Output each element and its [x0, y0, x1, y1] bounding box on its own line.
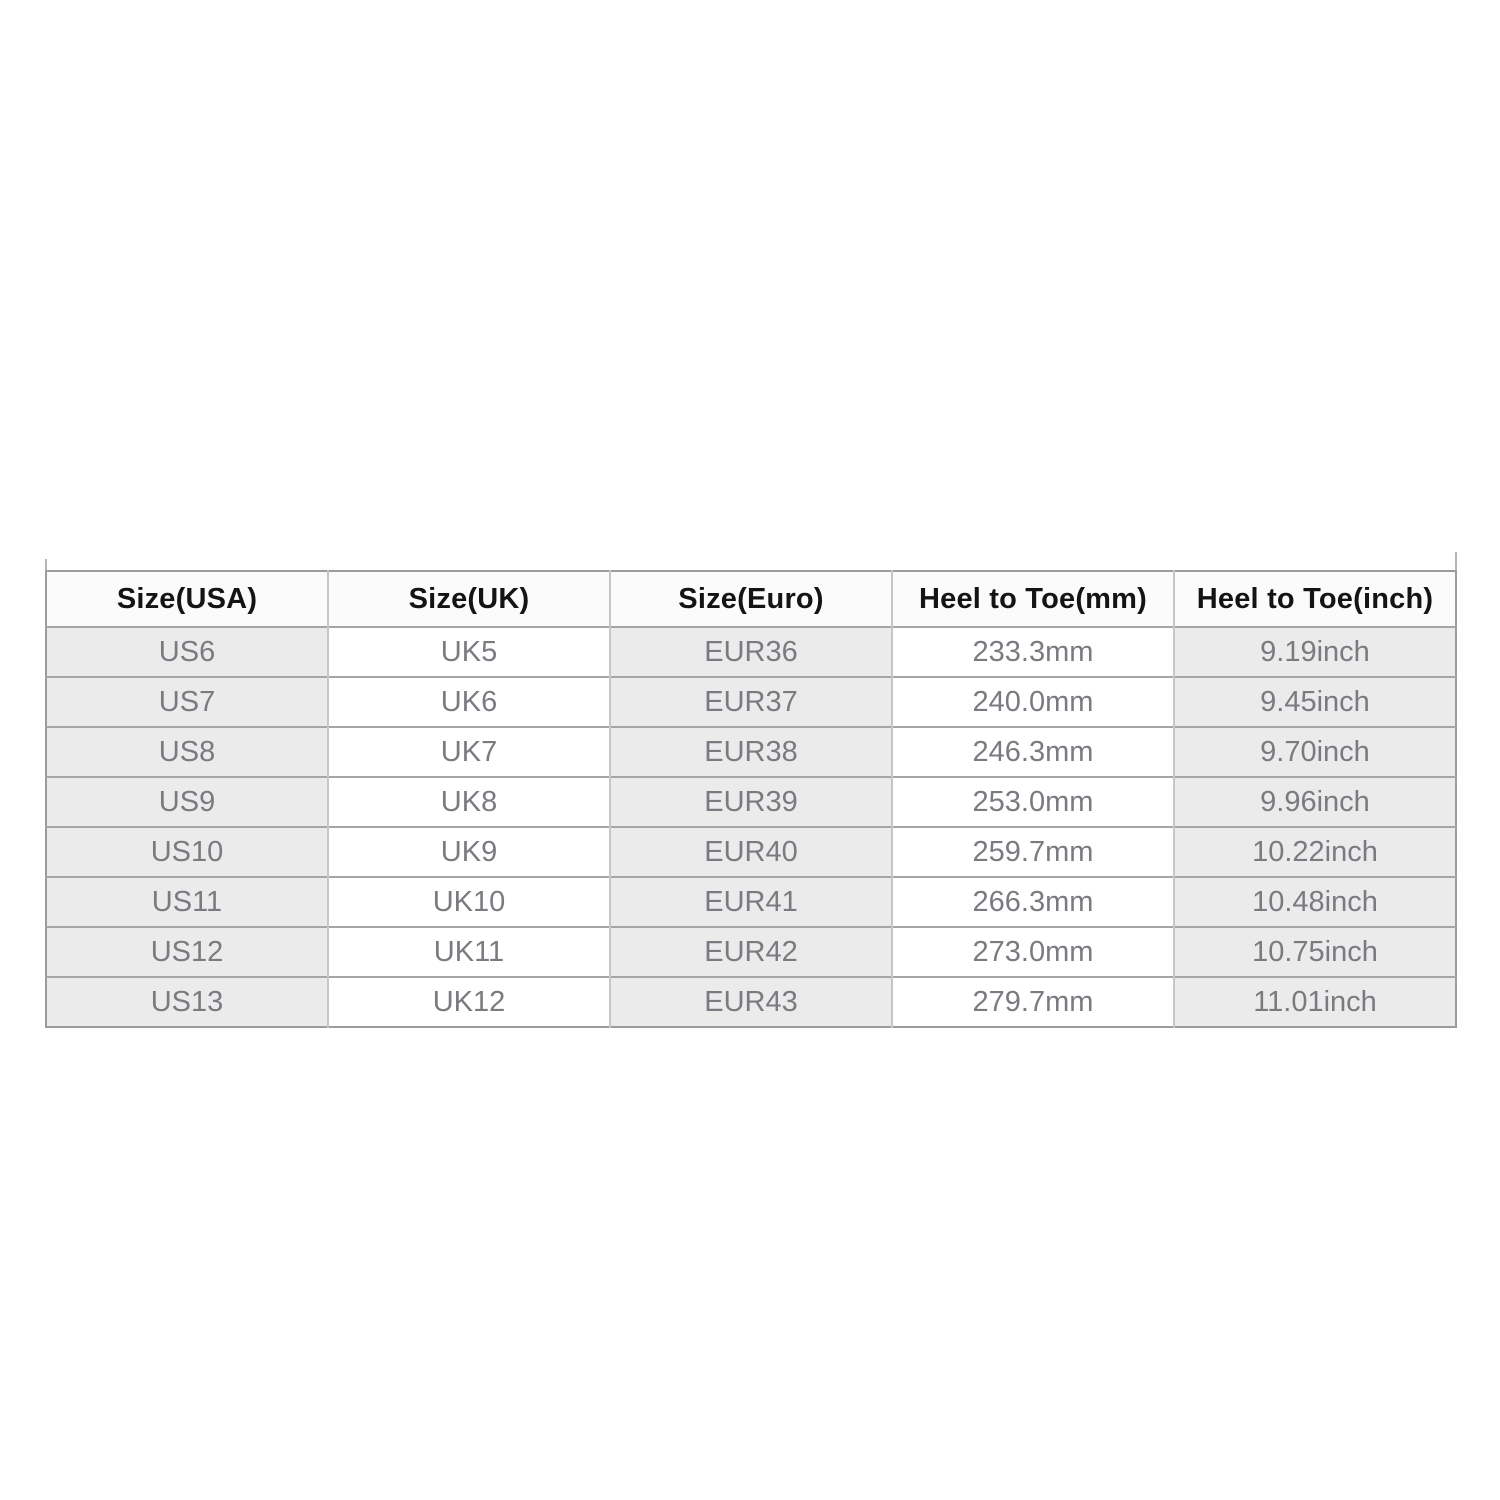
size-conversion-table — [45, 570, 1457, 1028]
table-cell: 266.3mm — [892, 877, 1174, 927]
table-cell: UK8 — [328, 777, 610, 827]
table-row — [46, 677, 1456, 727]
table-cell: EUR38 — [610, 727, 892, 777]
table-cell: 10.22inch — [1174, 827, 1456, 877]
table-cell: EUR40 — [610, 827, 892, 877]
top-right-border-tick — [1455, 552, 1457, 570]
table-cell: UK7 — [328, 727, 610, 777]
column-header-3: Size(Euro) — [610, 571, 892, 627]
column-header-2: Size(UK) — [328, 571, 610, 627]
table-cell: UK12 — [328, 977, 610, 1027]
column-header-1: Size(USA) — [46, 571, 328, 627]
table-cell: US11 — [46, 877, 328, 927]
table-cell: US7 — [46, 677, 328, 727]
table-cell: US9 — [46, 777, 328, 827]
table-cell: US10 — [46, 827, 328, 877]
column-header-5: Heel to Toe(inch) — [1174, 571, 1456, 627]
table-row — [46, 827, 1456, 877]
table-body — [46, 627, 1456, 1027]
column-header-4: Heel to Toe(mm) — [892, 571, 1174, 627]
table-cell: 9.45inch — [1174, 677, 1456, 727]
table-cell: 9.19inch — [1174, 627, 1456, 677]
table-cell: EUR43 — [610, 977, 892, 1027]
table-cell: EUR36 — [610, 627, 892, 677]
table-cell: UK9 — [328, 827, 610, 877]
table-cell: 9.96inch — [1174, 777, 1456, 827]
table-cell: EUR41 — [610, 877, 892, 927]
table-cell: 233.3mm — [892, 627, 1174, 677]
table-cell: US13 — [46, 977, 328, 1027]
table-cell: 10.48inch — [1174, 877, 1456, 927]
table-cell: UK6 — [328, 677, 610, 727]
table-cell: 253.0mm — [892, 777, 1174, 827]
top-left-border-tick — [45, 559, 47, 570]
table-cell: US6 — [46, 627, 328, 677]
table-cell: US12 — [46, 927, 328, 977]
table-cell: 11.01inch — [1174, 977, 1456, 1027]
table-cell: 259.7mm — [892, 827, 1174, 877]
table-cell: 246.3mm — [892, 727, 1174, 777]
table-cell: EUR39 — [610, 777, 892, 827]
table-row — [46, 927, 1456, 977]
table-cell: 9.70inch — [1174, 727, 1456, 777]
table-row — [46, 727, 1456, 777]
header-row — [46, 571, 1456, 627]
table-cell: UK11 — [328, 927, 610, 977]
table-row — [46, 627, 1456, 677]
table-cell: 279.7mm — [892, 977, 1174, 1027]
table-cell: EUR42 — [610, 927, 892, 977]
table-cell: UK5 — [328, 627, 610, 677]
table-row — [46, 777, 1456, 827]
table-cell: US8 — [46, 727, 328, 777]
table-row — [46, 877, 1456, 927]
table-cell: EUR37 — [610, 677, 892, 727]
table-cell: UK10 — [328, 877, 610, 927]
table-header — [46, 571, 1456, 627]
table-cell: 240.0mm — [892, 677, 1174, 727]
table-cell: 10.75inch — [1174, 927, 1456, 977]
table-row — [46, 977, 1456, 1027]
table-cell: 273.0mm — [892, 927, 1174, 977]
size-chart — [45, 570, 1457, 1028]
